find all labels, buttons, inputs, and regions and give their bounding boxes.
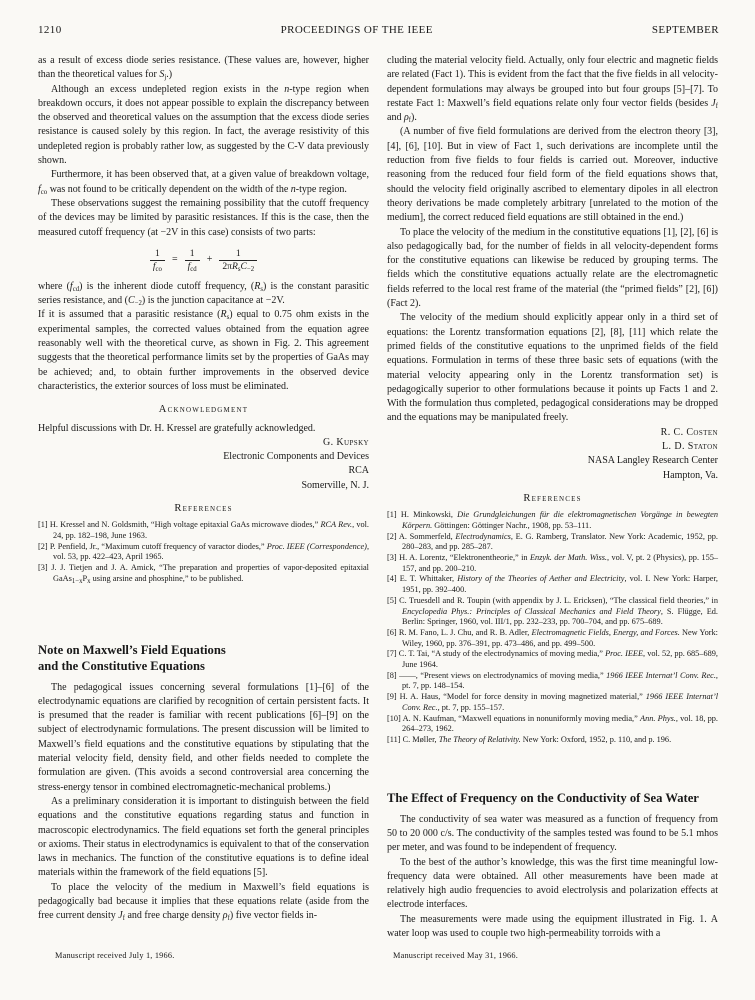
- acknowledgment-text: Helpful discussions with Dr. H. Kressel are gratefully acknowledged.: [38, 422, 316, 434]
- left-column: [38, 54, 369, 924]
- signature-name: R. C. Costen: [660, 426, 718, 438]
- paragraph: (A number of five field formulations are derived from the electron theory [3], [4], [6], [10]. But in view of Fact 1, such derivations are incomplete until the reduction from five fields to four fields is carried out. Moreover, inductive reasoning from the reduced four field form of the field equations shows that, should the velocity field originally ascribed to elementary dipoles in all electron theory derivations be made completely arbitrary [unrelated to the motion of the medium], the correct reduced field equations are still obtained in the end.): [387, 126, 718, 224]
- signature-affil-line: Hampton, Va.: [662, 469, 718, 481]
- paragraph-group: [387, 125, 718, 425]
- references-heading: References: [523, 492, 582, 504]
- equals-sign: =: [171, 254, 178, 266]
- manuscript-footnote-right: Manuscript received May 31, 1966.: [393, 951, 519, 960]
- signature-block: [38, 436, 369, 493]
- paragraph: as a result of excess diode series resistance. (These values are, however, higher than the theoretical values for $S_j$.): [38, 55, 369, 82]
- paragraph: These observations suggest the remaining possibility that the cutoff frequency of the devices may be limited by parasitic resistances. If this is the case, then the measured cutoff frequency (at −2V in this case) consists of two parts:: [38, 197, 369, 238]
- signature-affil-line: Electronic Components and Devices: [223, 451, 369, 463]
- running-head: [38, 24, 719, 36]
- signature-affil-line: NASA Langley Research Center: [587, 455, 718, 467]
- reference-text: C. Møller, The Theory of Relativity. New York: Oxford, 1952, p. 110, and p. 196.: [402, 734, 672, 744]
- reference-list: [387, 510, 718, 745]
- reference-item: [387, 692, 718, 713]
- reference-label: [10]: [387, 713, 401, 723]
- article-title: Note on Maxwell’s Field Equations and the Constitutive Equations: [38, 642, 226, 673]
- paragraph-group: [387, 813, 718, 942]
- reference-text: P. Penfield, Jr., “Maximum cutoff frequency of varactor diodes,” Proc. IEEE (Correspondence), vol. 53, pp. 422–423, April 1965.: [49, 541, 370, 562]
- reference-item: [387, 596, 718, 628]
- reference-item: [387, 671, 718, 692]
- reference-list: [38, 520, 369, 584]
- paragraph: The conductivity of sea water was measured as a function of frequency from 50 to 20 000 c/s. The conductivity of the samples tested was found to be 5.1 mhos per meter, and was found to be independent of frequency.: [387, 813, 718, 854]
- paragraph-group: [38, 280, 369, 394]
- paragraph-group: [38, 83, 369, 240]
- reference-label: [11]: [387, 734, 401, 744]
- article-title: The Effect of Frequency on the Conductivity of Sea Water: [387, 790, 699, 805]
- reference-item: [387, 628, 718, 649]
- reference-item: [387, 735, 718, 746]
- reference-item: [38, 542, 369, 563]
- reference-text: A. N. Kaufman, “Maxwell equations in nonuniformly moving media,” Ann. Phys., vol. 18, pp. 264–273, 1962.: [402, 713, 719, 734]
- reference-label: [1]: [38, 520, 48, 530]
- reference-label: [1]: [387, 510, 397, 520]
- reference-item: [387, 649, 718, 670]
- references-heading: References: [174, 503, 233, 515]
- reference-text: R. M. Fano, L. J. Chu, and R. B. Adler, Electromagnetic Fields, Energy, and Forces. New York: Wiley, 1960, pp. 376–391, pp. 473–486, and pp. 499–500.: [398, 627, 718, 648]
- signature-affiliation: [38, 450, 369, 493]
- reference-text: C. Truesdell and R. Toupin (with appendix by J. L. Ericksen), “The classical field theories,” in Encyclopedia Phys.: Principles of Classical Mechanics and Field Theory, S. Flügge, Ed. Berlin: Springer, 1960, vol. III/1, pp. 232–233, pp. 700–704, and pp. 675–689.: [399, 595, 718, 627]
- reference-label: [8]: [387, 670, 397, 680]
- reference-text: H. Minkowski, Die Grundgleichungen für die elektromagnetischen Vorgänge in bewegten Körpern. Göttingen: Göttinger Nachr., 1908, pp. 53–111.: [400, 510, 718, 530]
- signature-name: G. Kupsky: [323, 436, 369, 448]
- reference-text: H. Kressel and N. Goldsmith, “High voltage epitaxial GaAs microwave diodes,” RCA Rev., vol. 24, pp. 182–198, June 1963.: [49, 520, 369, 541]
- page-number: 1210: [38, 24, 62, 36]
- paragraph: To place the velocity of the medium in Maxwell’s field equations is pedagogically bad because it implies that these equations relate (aside from the free current density $J_f$ and free charge density $\rho_f$) five vector fields in-: [38, 881, 369, 923]
- article-sea-water: [387, 790, 718, 942]
- paragraph: cluding the material velocity field. Actually, only four electric and magnetic fields are related (Fact 1). This is evident from the fact that the five fields in all velocity-dependent formulations may always be grouped into but four groups [5]–[7]. To restate Fact 1: Maxwell’s field equations relate only four vector fields (besides $J_f$ and $\rho_f$).: [387, 55, 718, 125]
- reference-item: [387, 714, 718, 735]
- issue-month: SEPTEMBER: [651, 24, 719, 36]
- article-maxwell: [38, 642, 369, 924]
- signature-block: [387, 426, 718, 483]
- paragraph: where $(f_{cd})$ is the inherent diode cutoff frequency, $(R_s)$ is the constant parasitic series resistance, and $(C_{-2})$ is the junction capacitance at −2V.: [38, 280, 369, 308]
- reference-text: H. A. Haus, “Model for force density in moving magnetized material,” 1966 IEEE Internat’l Conv. Rec., pt. 7, pp. 155–157.: [399, 692, 719, 712]
- acknowledgment-heading: Acknowledgment: [158, 404, 249, 416]
- paragraph: The velocity of the medium should explicitly appear only in a third set of equations: the Lorentz transformation equations [2], [8], [11] which relate the primed fields of the constitutive equations to the unprimed fields of the field equations. Formulation in terms of these three basic sets of equations (with the material velocity appearing only in the Lorentz transformation set) is pedagogically superior to other formulations because it points up Facts 1 and 2. With the formulation thus completed, pedagogical considerations may be dropped and the equations may be manipulated freely.: [387, 312, 718, 424]
- manuscript-footnote-left: Manuscript received July 1, 1966.: [55, 951, 175, 960]
- signature-name: L. D. Staton: [662, 441, 718, 453]
- reference-label: [7]: [387, 649, 397, 659]
- reference-label: [3]: [387, 553, 397, 563]
- reference-label: [3]: [38, 563, 48, 573]
- reference-text: H. A. Lorentz, “Elektronentheorie,” in Enzyk. der Math. Wiss., vol. V, pt. 2 (Physics), pp. 155–157, and pp. 200–210.: [399, 553, 719, 573]
- journal-title: PROCEEDINGS OF THE IEEE: [280, 24, 433, 36]
- signature-names: [387, 426, 718, 455]
- paragraph: To the best of the author’s knowledge, this was the first time meaningful low-frequency data were obtained. All other measurements have been made at relatively high audio frequencies to avoid electrolysis and polarization effects at electrode interfaces.: [387, 856, 718, 911]
- paragraph: Although an excess undepleted region exists in the n-type region when breakdown occurs, it does not appear possible to explain the discrepancy between the observed and theoretical values on the assumption that the excess diode series resistance is caused solely by this region. In fact, the average resistivity of this undepleted region is probably rather low, as suggested by the C-V data previously shown.: [38, 83, 369, 167]
- signature-affil-line: Somerville, N. J.: [301, 479, 369, 491]
- signature-names: [38, 436, 369, 450]
- fraction: $\frac{1}{2\pi R_sC_{-2}}$: [219, 248, 257, 273]
- reference-item: [387, 574, 718, 595]
- paragraph: The pedagogical issues concerning several formulations [1]–[6] of the electrodynamic equations are clarified by recognition of certain persistent facts. It is presumed that the reader is familiar with recent publications [6]–[9] on the subject of electrodynamic formulations. The present discussion will be limited to Maxwell’s field equations and the constitutive equations by stipulating that the material velocity field, density field, and other fields needed to complete the formulation are given. (This avoids a second controversial area concerning the stress-energy tensor in combined electromagnetic-mechanical problems.): [38, 681, 369, 793]
- paragraph: As a preliminary consideration it is important to distinguish between the field equations and the constitutive equations regarding status and function in macroscopic electrodynamics. The field equations set forth the general principles or axioms. Their status in electrodynamics is equivalent to that of the conservation laws in mechanics. The function of the constitutive equations is to define ideal materials within the framework of the field equations [5].: [38, 795, 369, 879]
- paragraph: The measurements were made using the equipment illustrated in Fig. 1. A water loop was used to couple two high-permeability torroids with a: [387, 913, 718, 940]
- paragraph: If it is assumed that a parasitic resistance $(R_s)$ equal to 0.75 ohm exists in the experimental samples, the corrected values obtained from the equation agree reasonably well with the theoretical curve, as shown in Fig. 2. This agreement suggests that the theoretical performance limits set by the properties of GaAs may be achieved; and, to obtain further improvements in the observed device characteristics, the exterior sources of loss must be eliminated.: [38, 309, 369, 392]
- reference-item: [387, 553, 718, 574]
- paragraph: Furthermore, it has been observed that, at a given value of breakdown voltage, $f_{co}$ was not found to be critically dependent on the width of the n-type region.: [38, 169, 369, 196]
- right-column: [387, 54, 718, 941]
- paragraph-group: [38, 681, 369, 924]
- reference-text: A. Sommerfeld, Electrodynamics, E. G. Ramberg, Translator. New York: Academic, 1952, pp. 280–283, and pp. 285–287.: [398, 531, 718, 552]
- signature-affil-line: RCA: [348, 465, 369, 477]
- reference-label: [9]: [387, 692, 397, 702]
- reference-item: [38, 520, 369, 541]
- reference-label: [2]: [387, 531, 397, 541]
- reference-text: J. J. Tietjen and J. A. Amick, “The preparation and properties of vapor-deposited epitaxial $GaAs_{1-x}P_x$ using arsine and phosphine,” to be published.: [51, 563, 369, 585]
- reference-text: E. T. Whittaker, History of the Theories of Aether and Electricity, vol. I. New York: Harper, 1951, pp. 392–400.: [399, 574, 718, 595]
- fraction: $\frac{1}{f_{co}}$: [150, 248, 165, 273]
- reference-label: [4]: [387, 574, 397, 584]
- reference-label: [2]: [38, 541, 48, 551]
- reference-text: C. T. Tai, “A study of the electrodynamics of moving media,” Proc. IEEE, vol. 52, pp. 685–689, June 1964.: [398, 649, 719, 670]
- reference-item: [387, 532, 718, 553]
- reference-item: [38, 563, 369, 584]
- cutoff-frequency-equation: [38, 248, 369, 273]
- paragraph: To place the velocity of the medium in the constitutive equations [1], [2], [6] is also pedagogically bad, for the number of fields in all velocity-dependent forms for the constitutive equations can likewise be reduced by grouping terms. The fields which the constitutive equations actually relate are the electromagnetic fields referred to the local rest frame of the material (the “primed fields” [2], [6]) (Fact 2).: [387, 226, 718, 310]
- signature-affiliation: [387, 454, 718, 483]
- fraction: $\frac{1}{f_{cd}}$: [185, 248, 200, 273]
- reference-text: ——, “Present views on electrodynamics of moving media,” 1966 IEEE Internat’l Conv. Rec., pt. 7, pp. 148–154.: [399, 670, 718, 691]
- plus-sign: +: [206, 254, 213, 266]
- reference-label: [6]: [387, 627, 397, 637]
- reference-item: [387, 510, 718, 531]
- reference-label: [5]: [387, 595, 397, 605]
